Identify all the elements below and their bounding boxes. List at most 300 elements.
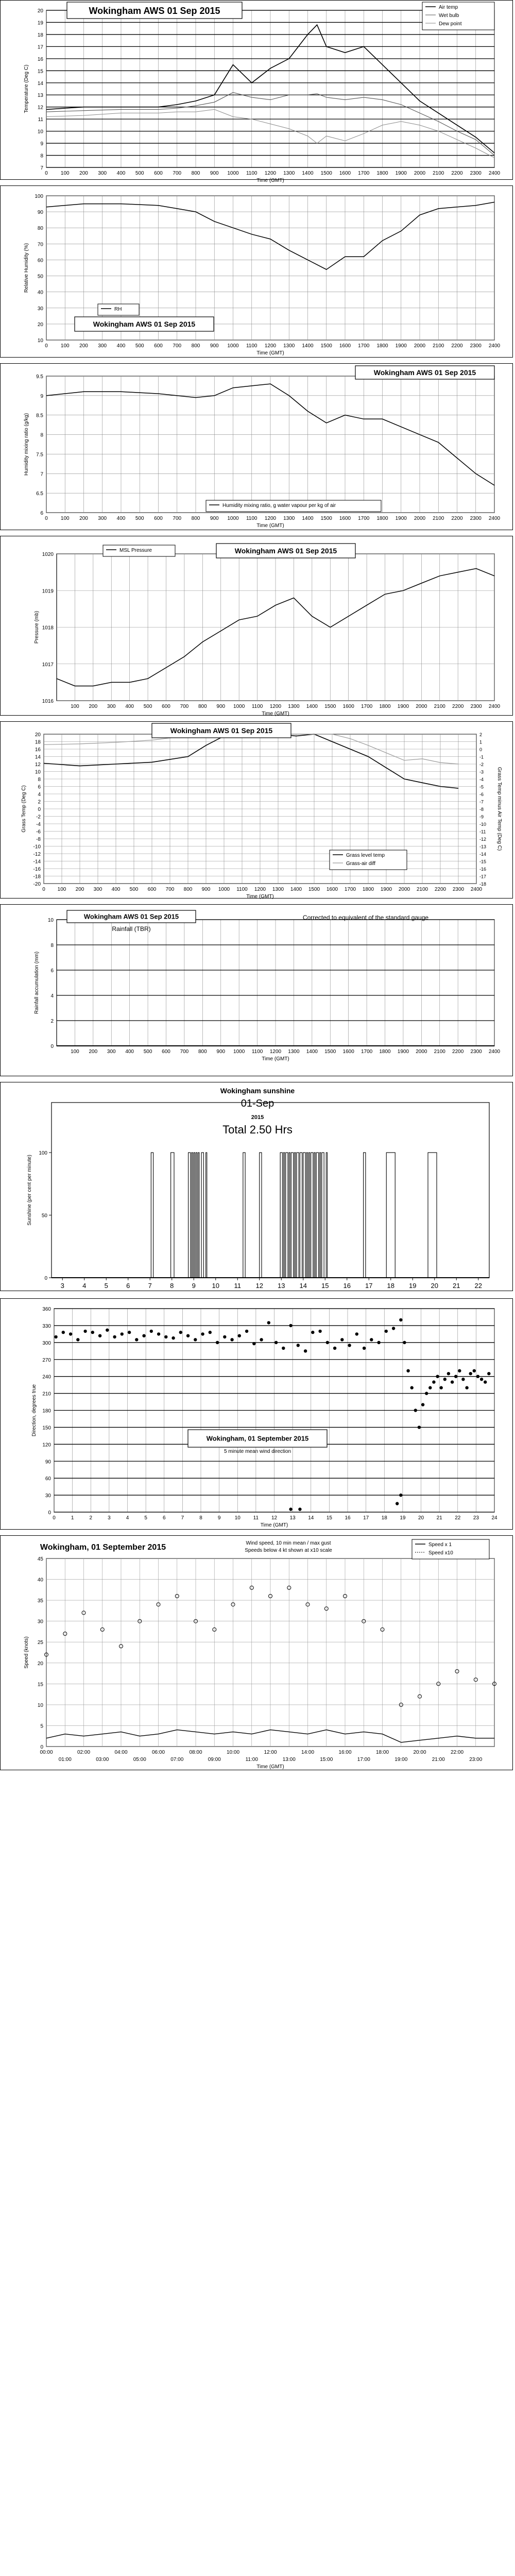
direction-point	[157, 1332, 160, 1335]
sunshine-chart-panel	[0, 1082, 515, 1298]
x-tick-label: 2400	[488, 704, 501, 709]
direction-point	[377, 1341, 380, 1344]
x-tick-label: 1400	[290, 887, 302, 892]
x-tick-label: 22	[474, 1282, 482, 1290]
direction-point	[385, 1330, 388, 1333]
y-tick-label: 10	[37, 129, 43, 135]
x-tick-label-bottom: 09:00	[208, 1757, 221, 1762]
x-tick-label: 900	[210, 343, 219, 349]
y-tick-label: 180	[42, 1408, 51, 1414]
x-tick-label: 1000	[227, 171, 239, 176]
x-tick-label: 200	[75, 887, 84, 892]
x-tick-label: 400	[111, 887, 121, 892]
y-tick-label: 8	[38, 777, 41, 783]
y-tick-label: -18	[33, 874, 41, 880]
x-tick-label: 1500	[320, 343, 332, 349]
x-tick-label: 5	[104, 1282, 108, 1290]
y-tick-label: 4	[38, 792, 41, 798]
x-tick-label: 14	[308, 1515, 314, 1521]
direction-point	[252, 1342, 255, 1345]
x-tick-label: 12	[271, 1515, 278, 1521]
y-tick-label: 8	[40, 432, 43, 438]
x-tick-label: 100	[60, 171, 70, 176]
chart-year: 2015	[251, 1114, 264, 1121]
x-tick-label: 700	[173, 516, 182, 521]
temperature-chart-panel	[0, 0, 515, 185]
x-tick-label: 1700	[358, 343, 370, 349]
x-tick-label: 500	[143, 1049, 152, 1055]
y-tick-label: 2	[38, 799, 41, 805]
x-tick-label: 2400	[488, 516, 501, 521]
chart-title: Wokingham AWS 01 Sep 2015	[93, 320, 196, 328]
x-tick-label: 300	[98, 516, 107, 521]
x-tick-label: 1300	[288, 704, 300, 709]
x-tick-label: 2100	[433, 171, 444, 176]
direction-point	[106, 1329, 109, 1332]
direction-point	[297, 1344, 300, 1347]
direction-point	[282, 1347, 285, 1350]
y2-tick-label: -10	[479, 822, 487, 827]
x-tick-label: 800	[198, 1049, 207, 1055]
y-tick-label: -12	[33, 852, 41, 857]
x-tick-label: 1600	[339, 171, 351, 176]
direction-point	[76, 1338, 79, 1341]
y-tick-label: 10	[47, 918, 54, 923]
grass-temperature-chart	[0, 721, 515, 904]
direction-point	[267, 1321, 270, 1324]
y-tick-label: 20	[35, 732, 41, 738]
y-tick-label: 9.5	[36, 374, 43, 380]
x-tick-label: 2100	[434, 1049, 445, 1055]
y-tick-label: -16	[33, 867, 41, 872]
y-tick-label: 1020	[42, 552, 54, 557]
x-tick-label: 2000	[414, 516, 426, 521]
x-tick-label: 1600	[339, 343, 351, 349]
x-tick-label-top: 18:00	[375, 1750, 389, 1755]
chart-note: Speeds below 4 kt shown at x10 scale	[245, 1548, 332, 1553]
x-tick-label: 1600	[342, 704, 354, 709]
y-tick-label: 90	[45, 1459, 51, 1465]
x-tick-label-bottom: 11:00	[245, 1757, 258, 1762]
chart-title: Wokingham sunshine	[220, 1087, 295, 1095]
y-axis-label: Direction, degrees true	[31, 1384, 37, 1437]
x-tick-label: 2000	[416, 1049, 427, 1055]
y-tick-label: -6	[36, 829, 41, 835]
y-axis-label: Sunshine (per cent per minute)	[27, 1155, 32, 1226]
x-tick-label: 2000	[416, 704, 427, 709]
y-axis-label: Speed (knots)	[24, 1636, 29, 1669]
direction-point	[476, 1375, 479, 1378]
y-tick-label: -2	[36, 814, 41, 820]
direction-point	[179, 1331, 182, 1334]
x-tick-label: 1100	[246, 171, 258, 176]
x-tick-label: 100	[71, 704, 79, 709]
x-axis-label: Time (GMT)	[260, 1522, 288, 1528]
x-axis-label: Time (GMT)	[256, 350, 284, 356]
x-tick-label: 8	[199, 1515, 202, 1521]
x-tick-label: 1100	[251, 1049, 263, 1055]
x-tick-label: 7	[148, 1282, 152, 1290]
y-tick-label: 10	[35, 769, 41, 775]
x-tick-label: 2100	[433, 343, 444, 349]
x-tick-label: 1800	[376, 516, 388, 521]
y-tick-label: 12	[35, 762, 41, 768]
x-tick-label: 5	[144, 1515, 147, 1521]
y-tick-label: 60	[45, 1476, 51, 1482]
direction-point	[113, 1335, 116, 1338]
x-tick-label: 500	[135, 171, 144, 176]
direction-point	[363, 1347, 366, 1350]
x-tick-label: 13	[289, 1515, 296, 1521]
direction-point	[135, 1338, 138, 1341]
x-tick-label-bottom: 13:00	[282, 1757, 296, 1762]
x-tick-label: 2	[89, 1515, 93, 1521]
y-tick-label: 5	[40, 1723, 43, 1730]
chart-title: Wokingham, 01 September 2015	[206, 1434, 309, 1443]
direction-point	[121, 1332, 124, 1335]
x-tick-label: 600	[162, 704, 170, 709]
y-tick-label: 20	[37, 321, 43, 328]
x-tick-label: 21	[436, 1515, 442, 1521]
x-tick-label: 4	[82, 1282, 87, 1290]
x-tick-label: 0	[45, 516, 48, 521]
x-tick-label: 2200	[451, 343, 463, 349]
x-tick-label: 700	[173, 343, 182, 349]
x-tick-label: 600	[154, 516, 163, 521]
direction-point	[83, 1330, 87, 1333]
y-tick-label: 12	[37, 105, 43, 111]
y-tick-label: 6	[50, 968, 54, 974]
x-tick-label: 1600	[339, 516, 351, 521]
y-tick-label: -8	[36, 837, 41, 842]
x-tick-label: 2200	[451, 171, 463, 176]
relative-humidity-chart	[0, 185, 515, 363]
x-tick-label: 1300	[283, 171, 295, 176]
x-tick-label: 1100	[246, 343, 258, 349]
x-tick-label: 18	[381, 1515, 387, 1521]
y-tick-label: 35	[37, 1598, 43, 1604]
x-tick-label-bottom: 17:00	[357, 1757, 370, 1762]
x-tick-label: 400	[116, 171, 126, 176]
x-tick-label-top: 14:00	[301, 1750, 315, 1755]
y-tick-label: 100	[39, 1150, 47, 1157]
direction-point	[304, 1349, 307, 1352]
x-tick-label: 800	[191, 343, 200, 349]
x-tick-label: 1100	[246, 516, 258, 521]
x-tick-label: 1200	[264, 171, 277, 176]
direction-point	[432, 1380, 435, 1383]
y-tick-label: 8.5	[36, 413, 43, 419]
chart-note: Corrected to equivalent of the standard gauge	[302, 914, 429, 921]
y-tick-label: 25	[37, 1640, 43, 1646]
direction-point	[311, 1331, 314, 1334]
x-axis-label: Time (GMT)	[246, 894, 274, 900]
x-axis-label: Time (GMT)	[262, 711, 289, 717]
x-tick-label: 0	[45, 343, 48, 349]
x-tick-label: 1200	[269, 704, 282, 709]
y-tick-label: 4	[50, 993, 54, 999]
chart-title: Wokingham AWS 01 Sep 2015	[234, 547, 337, 555]
x-tick-label: 13	[278, 1282, 285, 1290]
chart-title: Wokingham, 01 September 2015	[40, 1543, 166, 1552]
legend-entry: Speed x10	[428, 1550, 453, 1556]
direction-point	[209, 1331, 212, 1334]
direction-point	[406, 1369, 409, 1372]
y-tick-label: 100	[35, 194, 43, 199]
grass-temp-chart-panel	[0, 721, 515, 904]
y-axis-label: Rainfall accumulation (mm)	[34, 951, 40, 1014]
x-axis-label: Time (GMT)	[262, 1056, 289, 1062]
x-tick-label-top: 22:00	[450, 1750, 464, 1755]
y-tick-label: 30	[45, 1493, 51, 1499]
y2-axis-label: Grass Temp minus Air Temp (Deg C)	[496, 767, 502, 851]
y2-tick-label: 0	[479, 747, 483, 752]
x-tick-label: 500	[135, 516, 144, 521]
x-tick-label: 1500	[320, 516, 332, 521]
x-tick-label: 20	[418, 1515, 424, 1521]
y-tick-label: 16	[35, 747, 41, 753]
y-tick-label: 9	[40, 393, 43, 399]
x-tick-label: 300	[98, 343, 107, 349]
y-tick-label: 13	[37, 93, 43, 99]
legend-entry: Wet bulb	[439, 13, 459, 19]
mixing-ratio-chart	[0, 363, 515, 536]
x-tick-label: 1300	[283, 516, 295, 521]
x-tick-label: 1600	[342, 1049, 354, 1055]
mixing-ratio-chart-panel	[0, 363, 515, 536]
direction-point	[289, 1507, 292, 1511]
x-tick-label: 100	[57, 887, 66, 892]
chart-title: Wokingham AWS 01 Sep 2015	[373, 368, 476, 377]
x-tick-label: 200	[79, 516, 88, 521]
direction-point	[451, 1380, 454, 1383]
y-tick-label: 40	[37, 1577, 43, 1583]
y-tick-label: -10	[33, 844, 41, 850]
y2-tick-label: 1	[479, 739, 483, 745]
x-tick-label: 19	[409, 1282, 417, 1290]
x-axis-label: Time (GMT)	[256, 1764, 284, 1770]
y-tick-label: 8	[40, 153, 43, 159]
x-tick-label: 900	[210, 171, 219, 176]
direction-point	[410, 1386, 414, 1389]
x-tick-label: 1200	[254, 887, 266, 892]
direction-point	[484, 1380, 487, 1383]
x-tick-label: 2100	[433, 516, 444, 521]
x-tick-label-bottom: 07:00	[170, 1757, 184, 1762]
x-tick-label: 1500	[308, 887, 320, 892]
x-tick-label: 17	[365, 1282, 373, 1290]
x-axis-label: Time (GMT)	[256, 178, 284, 183]
direction-point	[260, 1338, 263, 1341]
x-tick-label-top: 10:00	[226, 1750, 240, 1755]
x-tick-label: 1800	[379, 704, 391, 709]
y-tick-label: -14	[33, 859, 41, 865]
legend-entry: RH	[114, 307, 122, 312]
wind-speed-chart	[0, 1535, 515, 1772]
x-tick-label: 800	[198, 704, 207, 709]
direction-point	[487, 1372, 490, 1375]
x-tick-label: 2200	[452, 704, 464, 709]
x-tick-label: 1800	[376, 343, 388, 349]
y-tick-label: 17	[37, 44, 43, 50]
x-tick-label: 2300	[470, 171, 482, 176]
x-tick-label: 1900	[395, 171, 407, 176]
direction-point	[223, 1335, 226, 1338]
y-tick-label: 7	[40, 165, 43, 171]
x-tick-label: 300	[98, 171, 107, 176]
y-tick-label: 9	[40, 141, 43, 147]
x-tick-label: 2000	[398, 887, 410, 892]
chart-title: Wokingham AWS 01 Sep 2015	[170, 726, 273, 735]
x-tick-label: 200	[89, 704, 98, 709]
y-tick-label: 2	[50, 1019, 54, 1024]
direction-point	[465, 1386, 468, 1389]
chart-subtitle: Wind speed, 10 min mean / max gust	[246, 1540, 331, 1546]
x-tick-label: 1500	[324, 704, 336, 709]
y-tick-label: 6	[38, 784, 41, 790]
x-tick-label: 2400	[488, 1049, 501, 1055]
y2-tick-label: -14	[479, 852, 487, 857]
x-tick-label: 1800	[379, 1049, 391, 1055]
x-tick-label: 17	[363, 1515, 369, 1521]
y-axis-label: Temperature (Deg C)	[24, 64, 29, 113]
x-tick-label: 0	[53, 1515, 56, 1521]
x-tick-label: 2300	[470, 343, 482, 349]
x-tick-label-bottom: 21:00	[432, 1757, 445, 1762]
y-tick-label: 6	[40, 511, 43, 516]
x-tick-label: 600	[154, 343, 163, 349]
x-tick-label: 2300	[470, 516, 482, 521]
y2-tick-label: -17	[479, 874, 487, 879]
y2-tick-label: -16	[479, 867, 487, 872]
x-tick-label: 1100	[236, 887, 248, 892]
x-tick-label: 1300	[288, 1049, 300, 1055]
y2-tick-label: -13	[479, 844, 487, 850]
x-tick-label: 400	[116, 343, 126, 349]
x-tick-label: 1900	[380, 887, 392, 892]
direction-point	[128, 1331, 131, 1334]
y-tick-label: 11	[38, 117, 43, 123]
x-tick-label: 15	[326, 1515, 332, 1521]
y-tick-label: 7	[40, 471, 43, 478]
y-tick-label: 1018	[42, 625, 54, 631]
direction-point	[414, 1409, 417, 1412]
x-tick-label: 2400	[488, 343, 501, 349]
x-tick-label: 700	[180, 1049, 189, 1055]
direction-point	[355, 1332, 358, 1335]
direction-point	[458, 1369, 461, 1372]
y-tick-label: 0	[38, 807, 41, 812]
chart-title: Wokingham AWS 01 Sep 2015	[89, 6, 220, 16]
y-tick-label: 40	[37, 290, 43, 296]
x-tick-label: 1800	[362, 887, 374, 892]
x-tick-label-top: 00:00	[40, 1750, 53, 1755]
direction-point	[194, 1338, 197, 1341]
x-tick-label: 10	[234, 1515, 241, 1521]
x-tick-label-top: 12:00	[264, 1750, 277, 1755]
direction-point	[171, 1336, 175, 1340]
y2-tick-label: -15	[479, 859, 487, 865]
y-axis-label: Pressure (mb)	[34, 611, 40, 644]
x-tick-label: 2300	[452, 887, 465, 892]
y-tick-label: 0	[50, 1044, 54, 1049]
direction-point	[298, 1507, 301, 1511]
x-tick-label-top: 06:00	[151, 1750, 165, 1755]
x-tick-label: 9	[192, 1282, 196, 1290]
x-tick-label: 2300	[470, 704, 482, 709]
legend-entry: Humidity mixing ratio, g water vapour per kg of air	[222, 503, 336, 509]
direction-point	[443, 1378, 447, 1381]
direction-point	[289, 1324, 292, 1327]
x-tick-label-bottom: 05:00	[133, 1757, 146, 1762]
chart-total: Total 2.50 Hrs	[222, 1123, 293, 1136]
x-tick-label: 20	[431, 1282, 438, 1290]
y-tick-label: 210	[42, 1391, 51, 1397]
legend-entry: Grass level temp	[346, 853, 385, 858]
y-tick-label: 10	[37, 338, 43, 344]
x-tick-label: 1900	[397, 704, 409, 709]
pressure-chart-panel	[0, 536, 515, 721]
x-tick-label: 2400	[488, 171, 501, 176]
y-tick-label: 150	[42, 1425, 51, 1431]
y-tick-label: 1016	[42, 699, 54, 704]
y-tick-label: 0	[44, 1276, 47, 1281]
x-tick-label: 1600	[326, 887, 338, 892]
y-tick-label: 15	[37, 1682, 43, 1688]
direction-point	[333, 1347, 336, 1350]
direction-point	[403, 1341, 406, 1344]
wind-speed-chart-panel	[0, 1535, 515, 2576]
legend-entry: Dew point	[439, 21, 462, 27]
direction-point	[201, 1332, 204, 1335]
y-tick-label: 90	[37, 210, 43, 216]
y-tick-label: 360	[42, 1307, 51, 1312]
x-tick-label: 2200	[452, 1049, 464, 1055]
x-tick-label: 3	[60, 1282, 64, 1290]
x-tick-label: 500	[129, 887, 139, 892]
x-tick-label: 700	[180, 704, 189, 709]
rainfall-chart-panel	[0, 904, 515, 1082]
x-tick-label: 11	[253, 1515, 259, 1521]
x-tick-label: 600	[154, 171, 163, 176]
y-tick-label: 50	[37, 274, 43, 280]
x-tick-label: 4	[126, 1515, 129, 1521]
x-tick-label: 900	[201, 887, 211, 892]
y2-tick-label: -4	[479, 777, 484, 782]
x-tick-label-bottom: 23:00	[469, 1757, 483, 1762]
direction-point	[274, 1341, 278, 1344]
x-tick-label: 300	[93, 887, 102, 892]
temperature-chart	[0, 0, 515, 185]
y-tick-label: 6.5	[36, 491, 43, 497]
y-tick-label: 14	[35, 754, 41, 760]
y-tick-label: 50	[41, 1213, 47, 1219]
x-tick-label: 100	[60, 516, 70, 521]
x-tick-label: 300	[107, 1049, 116, 1055]
x-tick-label: 200	[79, 171, 88, 176]
y2-tick-label: -9	[479, 814, 484, 820]
direction-point	[245, 1330, 248, 1333]
x-tick-label-bottom: 19:00	[394, 1757, 408, 1762]
direction-point	[454, 1375, 457, 1378]
x-tick-label: 1700	[358, 516, 370, 521]
x-tick-label: 500	[135, 343, 144, 349]
direction-point	[436, 1375, 439, 1378]
x-tick-label: 400	[125, 704, 134, 709]
x-tick-label: 8	[170, 1282, 174, 1290]
x-tick-label: 100	[60, 343, 70, 349]
pressure-chart	[0, 536, 515, 721]
